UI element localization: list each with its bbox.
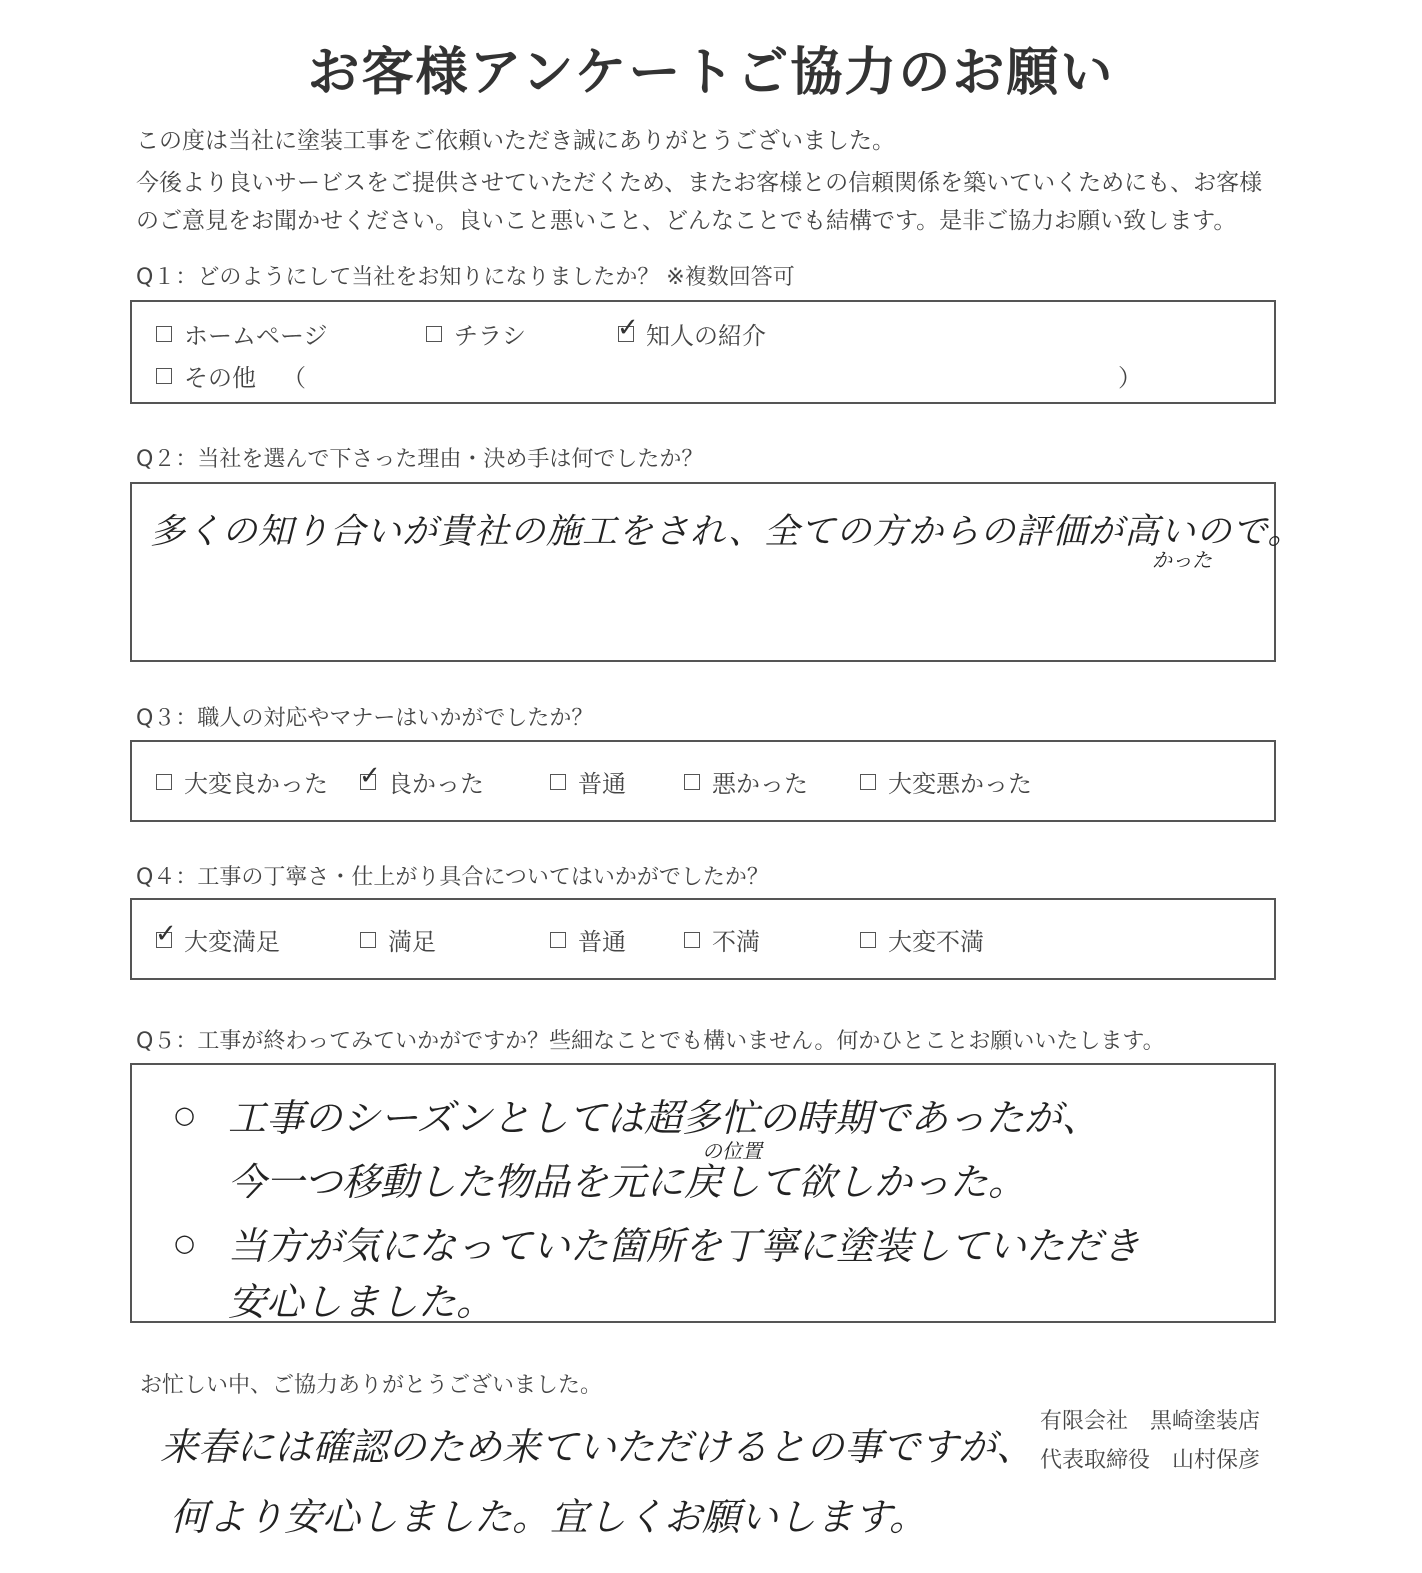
option-label: チラシ <box>454 322 526 350</box>
checkbox[interactable] <box>550 932 566 948</box>
option-label: 良かった <box>388 770 484 798</box>
handwritten-note-line-1: 来春には確認のため来ていただけるとの事ですが、 <box>160 1425 1035 1469</box>
representative-name: 代表取締役 山村保彦 <box>1040 1448 1261 1473</box>
checkbox[interactable] <box>156 368 172 384</box>
intro-line-3: のご意見をお聞かせください。良いこと悪いこと、どんなことでも結構です。是非ご協力お願い致します。 <box>136 208 1237 234</box>
q5-answer-box[interactable] <box>130 1063 1276 1323</box>
q3-option-very-bad[interactable] <box>860 764 1032 799</box>
q2-answer-box[interactable] <box>130 482 1304 662</box>
q3-option-bad[interactable] <box>684 764 808 799</box>
q2-label: Q２：当社を選んで下さった理由・決め手は何でしたか？ <box>136 447 704 472</box>
checkbox[interactable] <box>426 326 442 342</box>
other-close-paren: ） <box>1118 364 1142 392</box>
q2-handwritten-answer: 多くの知り合いが貴社の施工をされ、全ての方からの評価が高いので。 <box>150 512 1304 552</box>
option-label: 悪かった <box>712 770 808 798</box>
q3-option-good[interactable] <box>359 760 484 799</box>
checkbox[interactable] <box>550 774 566 790</box>
thanks-message: お忙しい中、ご協力ありがとうございました。 <box>140 1373 603 1398</box>
check-mark-icon: ✓ <box>359 760 381 791</box>
q1-option-other[interactable] <box>156 358 256 393</box>
q1-box <box>130 300 1276 404</box>
q5-handwritten-line-4: 安心しました。 <box>228 1280 495 1324</box>
checkbox[interactable] <box>156 326 172 342</box>
q3-box <box>130 740 1276 822</box>
q4-option-satisfied[interactable] <box>360 922 436 957</box>
option-label: ホームページ <box>184 322 328 350</box>
checkbox-checked[interactable] <box>359 760 381 791</box>
q4-option-average[interactable] <box>550 922 626 957</box>
q5-handwritten-line-3: 当方が気になっていた箇所を丁寧に塗装していただき <box>228 1224 1141 1268</box>
q3-option-very-good[interactable] <box>156 764 328 799</box>
other-open-paren: （ <box>282 364 306 392</box>
q4-label: Q４：工事の丁寧さ・仕上がり具合についてはいかがでしたか？ <box>136 865 769 890</box>
checkbox[interactable] <box>360 932 376 948</box>
q1-option-homepage[interactable] <box>156 316 328 351</box>
q5-handwritten-line-1: 工事のシーズンとしては超多忙の時期であったが、 <box>228 1096 1100 1140</box>
check-mark-icon: ✓ <box>155 918 177 949</box>
q1-label: Q１：どのようにして当社をお知りになりましたか？ ※複数回答可 <box>136 265 795 290</box>
q2-handwritten-insert: かった <box>1152 548 1212 572</box>
q3-option-average[interactable] <box>550 764 626 799</box>
option-label: 大変悪かった <box>888 770 1032 798</box>
option-label: 不満 <box>712 928 760 956</box>
checkbox-checked[interactable] <box>155 918 177 949</box>
checkbox[interactable] <box>860 774 876 790</box>
option-label: 普通 <box>578 928 626 956</box>
handwritten-note-line-2: 何より安心しました。宜しくお願いします。 <box>170 1495 927 1539</box>
q5-label: Q５：工事が終わってみていかがですか？些細なことでも構いません。何かひとことお願いいたします。 <box>136 1029 1165 1054</box>
q4-option-very-satisfied[interactable] <box>155 918 280 957</box>
bullet-icon: ○ <box>174 1229 195 1257</box>
option-label: 大変満足 <box>184 928 280 956</box>
q4-option-very-dissatisfied[interactable] <box>860 922 984 957</box>
q1-option-referral[interactable] <box>617 312 766 351</box>
q4-box <box>130 898 1276 980</box>
option-label: その他 <box>184 364 256 392</box>
checkbox[interactable] <box>860 932 876 948</box>
bullet-icon: ○ <box>174 1101 195 1129</box>
checkbox[interactable] <box>684 774 700 790</box>
intro-line-1: この度は当社に塗装工事をご依頼いただき誠にありがとうございました。 <box>136 128 895 154</box>
q5-handwritten-insert: の位置 <box>702 1139 762 1163</box>
q3-label: Q３：職人の対応やマナーはいかがでしたか？ <box>136 706 594 731</box>
option-label: 普通 <box>578 770 626 798</box>
q1-option-flyer[interactable] <box>426 316 526 351</box>
option-label: 大変良かった <box>184 770 328 798</box>
checkbox[interactable] <box>156 774 172 790</box>
option-label: 知人の紹介 <box>646 322 766 350</box>
option-label: 大変不満 <box>888 928 984 956</box>
intro-line-2: 今後より良いサービスをご提供させていただくため、またお客様との信頼関係を築いていくためにも、お客様 <box>136 170 1263 196</box>
checkbox-checked[interactable] <box>617 312 639 343</box>
company-name: 有限会社 黒崎塗装店 <box>1040 1409 1261 1434</box>
checkbox[interactable] <box>684 932 700 948</box>
page-title: お客様アンケートご協力のお願い <box>307 43 1115 103</box>
q5-handwritten-line-2: 今一つ移動した物品を元に戻して欲しかった。 <box>228 1160 1027 1204</box>
q4-option-dissatisfied[interactable] <box>684 922 760 957</box>
option-label: 満足 <box>388 928 436 956</box>
check-mark-icon: ✓ <box>617 312 639 343</box>
